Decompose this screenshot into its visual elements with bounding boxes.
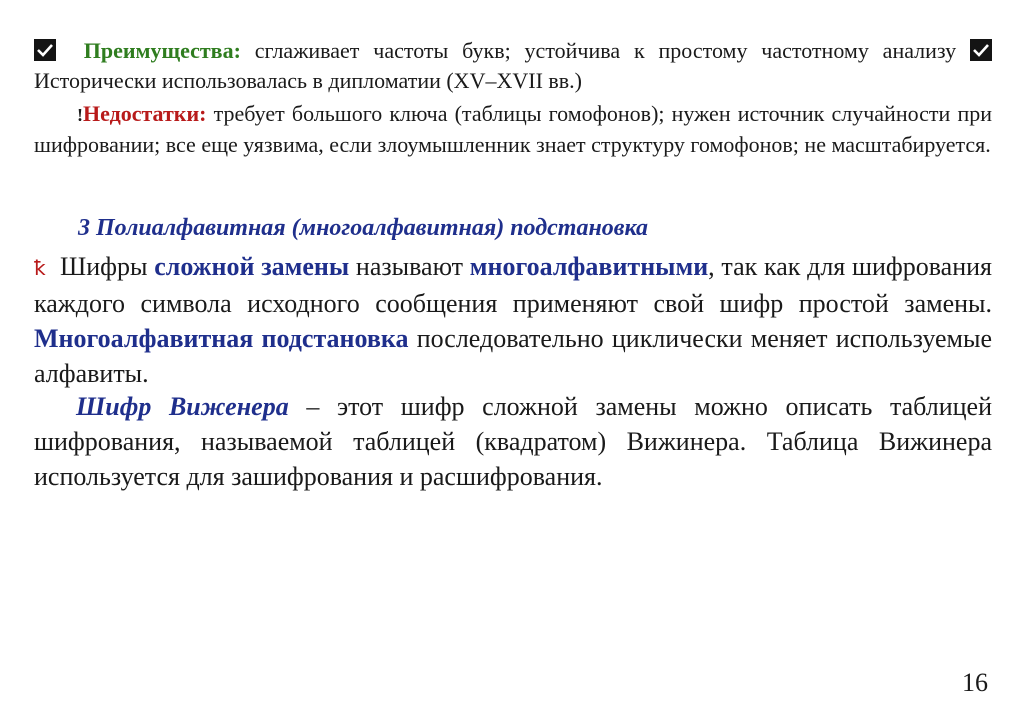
disadvantages-text: требует большого ключа (таблицы гомофонов); нужен источник случайности при шифровании; все еще уязвима, если злоумышленник знает структуру гомофонов; не масштабируется. bbox=[34, 101, 993, 157]
p3-bold-3: Многоалфавитная подстановка bbox=[34, 324, 409, 353]
p3-text-1: Шифры bbox=[60, 252, 148, 281]
advantages-text: сглаживает частоты букв; устойчива к простому частотному анализу bbox=[254, 38, 957, 63]
vigenere-title: Шифр Виженера bbox=[76, 392, 289, 421]
disadvantages-paragraph bbox=[34, 99, 992, 160]
history-text: Исторически использовалась в дипломатии (XV–XVII вв.) bbox=[34, 68, 582, 93]
advantages-title: Преимущества: bbox=[83, 38, 241, 63]
p3-text-2: называют bbox=[355, 252, 464, 281]
p3-bold-2: многоалфавитными bbox=[469, 252, 709, 281]
disadvantages-title: Недостатки: bbox=[83, 101, 207, 126]
p3-bold-1: сложной замены bbox=[154, 252, 350, 281]
advantages-paragraph bbox=[34, 36, 992, 96]
exclamation-icon: ! bbox=[77, 105, 83, 125]
vigenere-text: – этот шифр сложной замены можно описать таблицей шифрования, называемой таблицей (квадратом) Вижинера. Таблица Вижинера используется для зашифрования и расшифрования. bbox=[34, 392, 993, 491]
p3-text-3: , так как для шифрования каждого символа исходного сообщения применяют свой шифр простой замены. bbox=[34, 252, 993, 318]
check-icon bbox=[34, 39, 56, 61]
vigenere-paragraph bbox=[34, 389, 992, 494]
polyalphabetic-paragraph bbox=[34, 249, 992, 391]
red-mark-icon: ꝁ bbox=[34, 256, 46, 280]
check-icon bbox=[970, 39, 992, 61]
section-heading: 3 Полиалфавитная (многоалфавитная) подстановка bbox=[78, 215, 649, 241]
p3-text-4: последовательно циклически меняет используемые алфавиты. bbox=[34, 324, 992, 388]
page-number: 16 bbox=[962, 668, 988, 697]
